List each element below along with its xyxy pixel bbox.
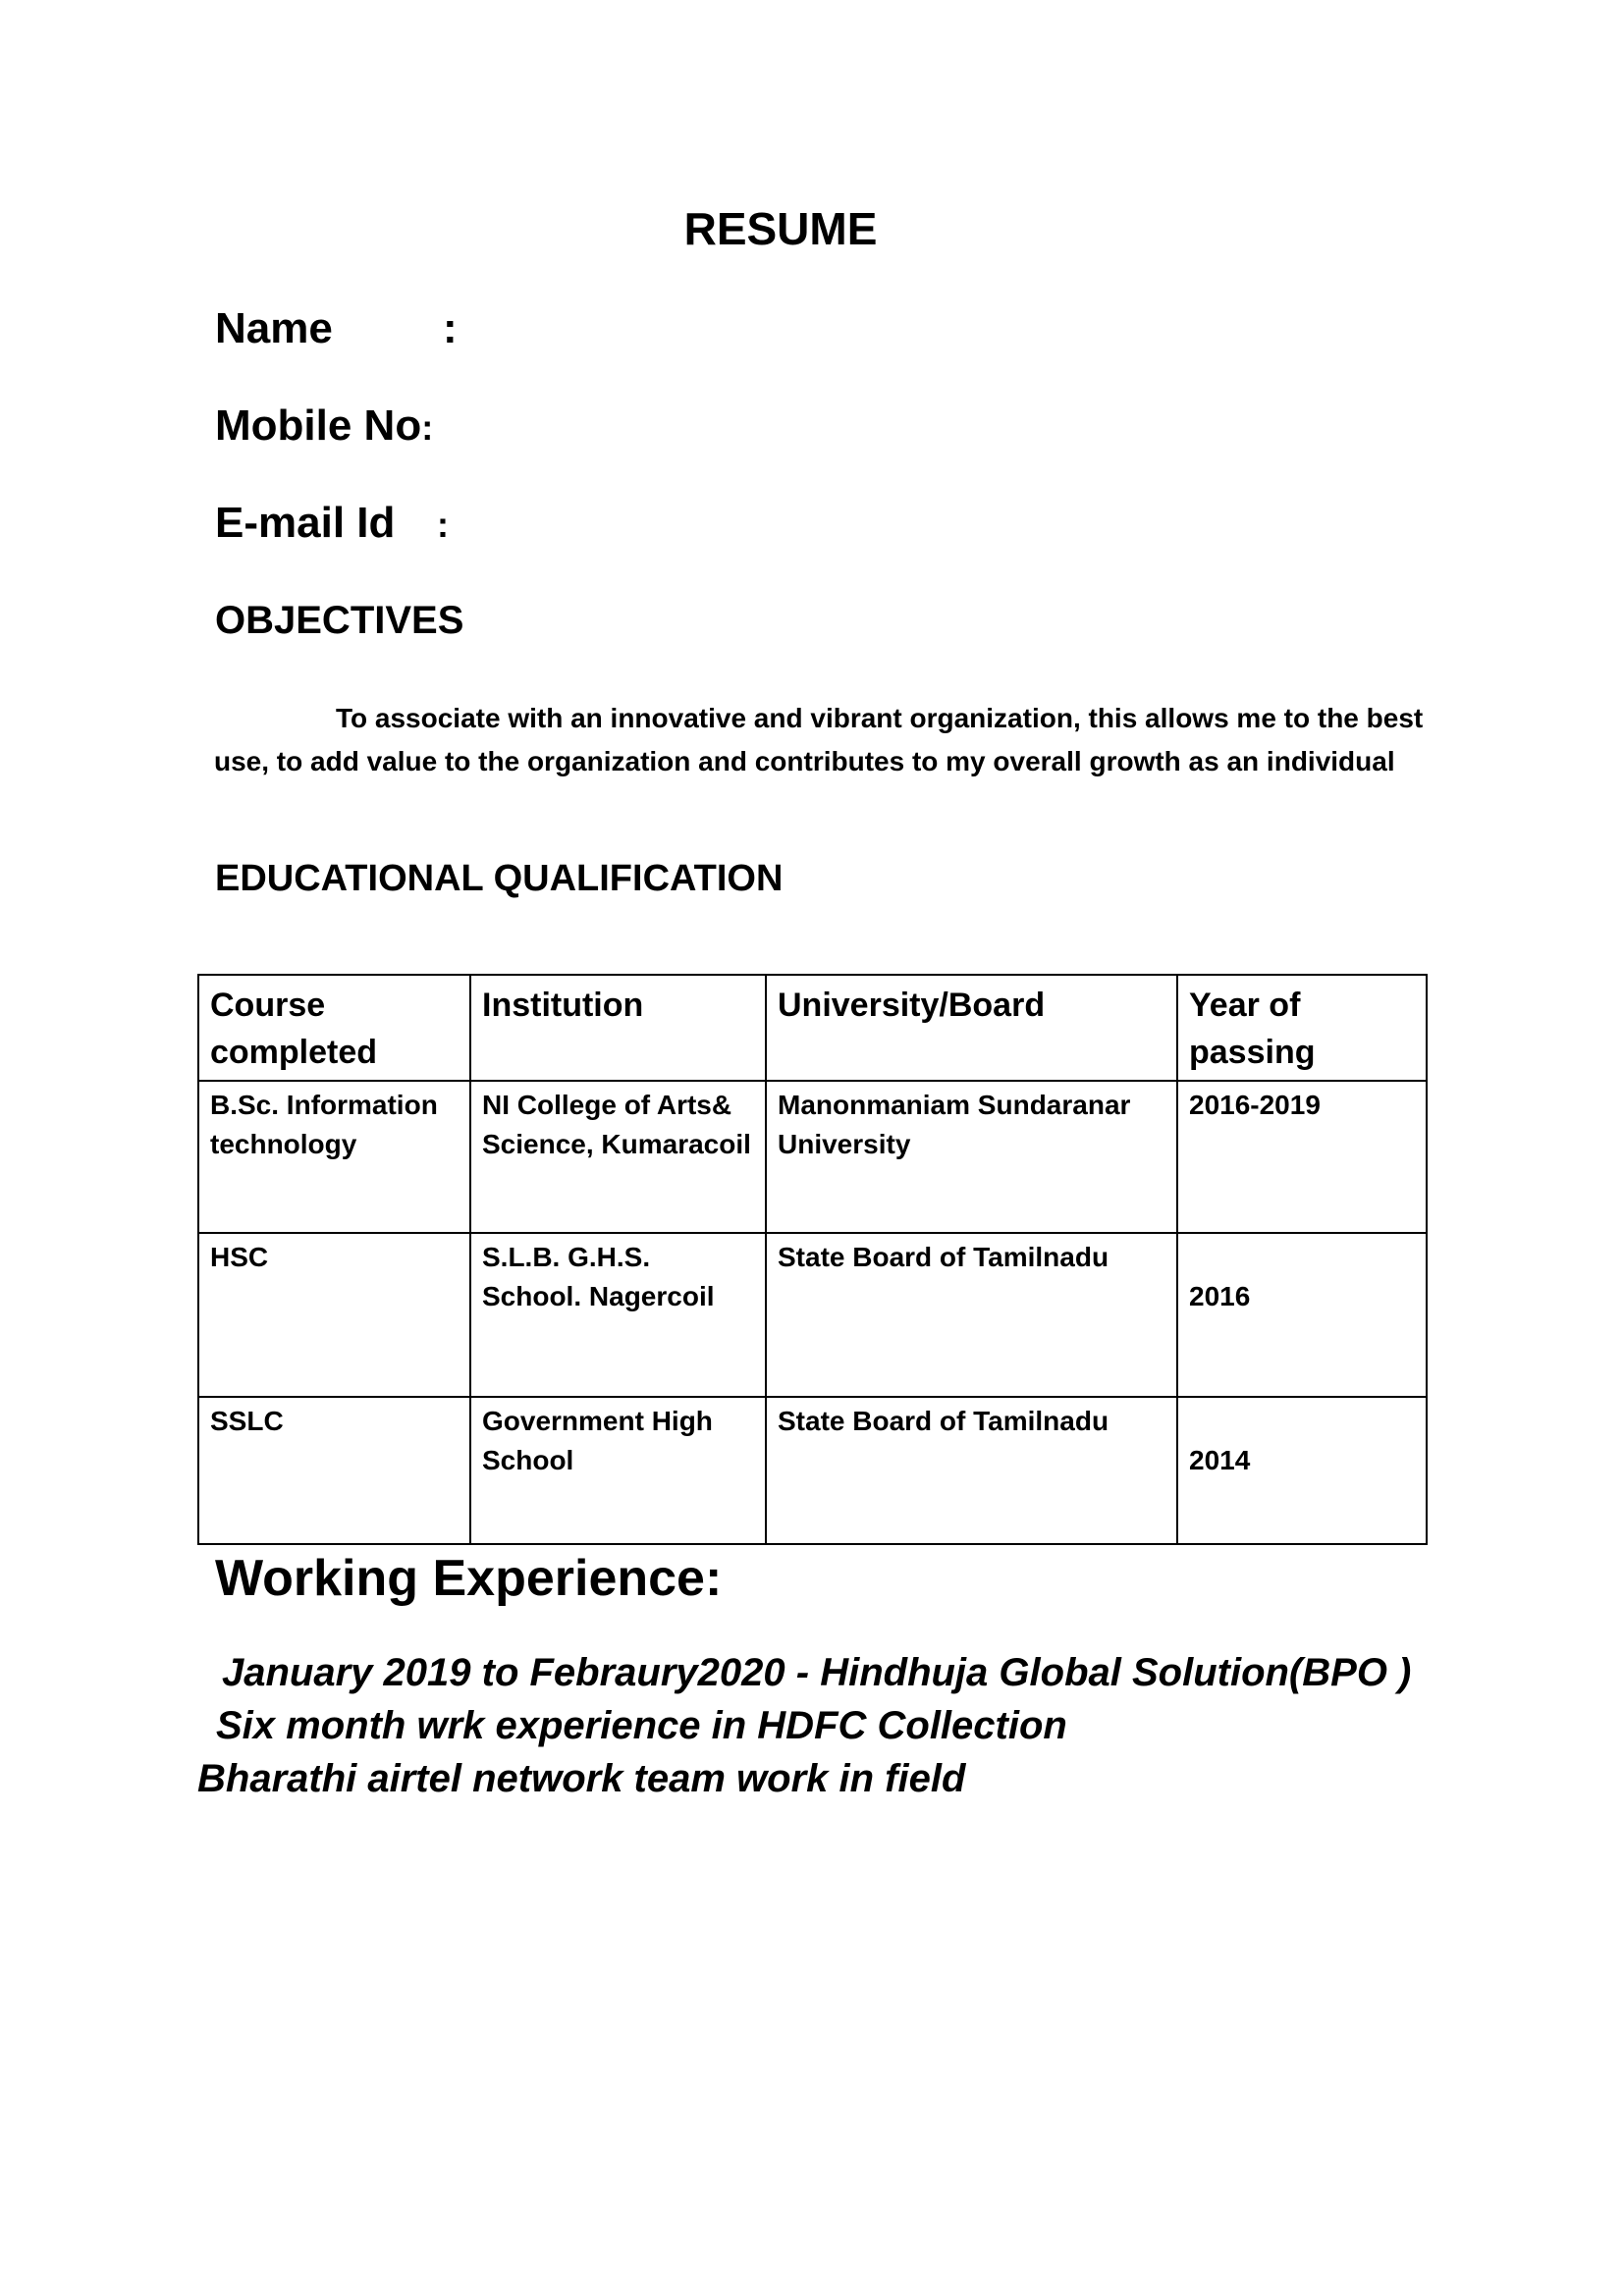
course-cell: B.Sc. Information technology bbox=[198, 1081, 470, 1233]
name-colon: : bbox=[443, 304, 458, 352]
column-header-institution: Institution bbox=[470, 975, 766, 1081]
email-colon: : bbox=[437, 505, 449, 545]
course-cell: SSLC bbox=[198, 1397, 470, 1544]
email-label: E-mail Id bbox=[215, 499, 396, 547]
year-value: 2016 bbox=[1189, 1281, 1251, 1311]
column-header-board: University/Board bbox=[766, 975, 1177, 1081]
board-cell: Manonmaniam Sundaranar University bbox=[766, 1081, 1177, 1233]
table-row bbox=[198, 1081, 1427, 1233]
column-header-course: Course completed bbox=[198, 975, 470, 1081]
institution-cell: Government High School bbox=[470, 1397, 766, 1544]
year-cell: 2016-2019 bbox=[1177, 1081, 1427, 1233]
board-cell: State Board of Tamilnadu bbox=[766, 1397, 1177, 1544]
experience-item: January 2019 to Febraury2020 - Hindhuja Global Solution(BPO ) bbox=[222, 1651, 1412, 1694]
education-heading: EDUCATIONAL QUALIFICATION bbox=[215, 858, 784, 899]
table-row bbox=[198, 1233, 1427, 1397]
course-cell: HSC bbox=[198, 1233, 470, 1397]
name-label: Name bbox=[215, 304, 333, 352]
mobile-label: Mobile No bbox=[215, 401, 422, 450]
experience-item: Bharathi airtel network team work in field bbox=[197, 1757, 966, 1800]
experience-heading: Working Experience: bbox=[215, 1550, 723, 1607]
year-value: 2014 bbox=[1189, 1445, 1251, 1475]
column-header-year: Year of passing bbox=[1177, 975, 1427, 1081]
table-header-row bbox=[198, 975, 1427, 1081]
mobile-field bbox=[215, 401, 433, 451]
table-row bbox=[198, 1397, 1427, 1544]
year-cell bbox=[1177, 1397, 1427, 1544]
education-table bbox=[197, 974, 1428, 1545]
year-cell bbox=[1177, 1233, 1427, 1397]
email-field bbox=[215, 499, 449, 548]
objectives-text: To associate with an innovative and vibrant organization, this allows me to the best use, to add value to the organization and contributes to my overall growth as an individual bbox=[214, 703, 1424, 776]
mobile-colon: : bbox=[421, 407, 434, 448]
institution-cell: NI College of Arts& Science, Kumaracoil bbox=[470, 1081, 766, 1233]
objectives-heading: OBJECTIVES bbox=[215, 599, 464, 642]
experience-item: Six month wrk experience in HDFC Collection bbox=[216, 1704, 1067, 1747]
board-cell: State Board of Tamilnadu bbox=[766, 1233, 1177, 1397]
institution-cell: S.L.B. G.H.S. School. Nagercoil bbox=[470, 1233, 766, 1397]
document-title: RESUME bbox=[683, 203, 878, 254]
name-field bbox=[215, 304, 458, 353]
